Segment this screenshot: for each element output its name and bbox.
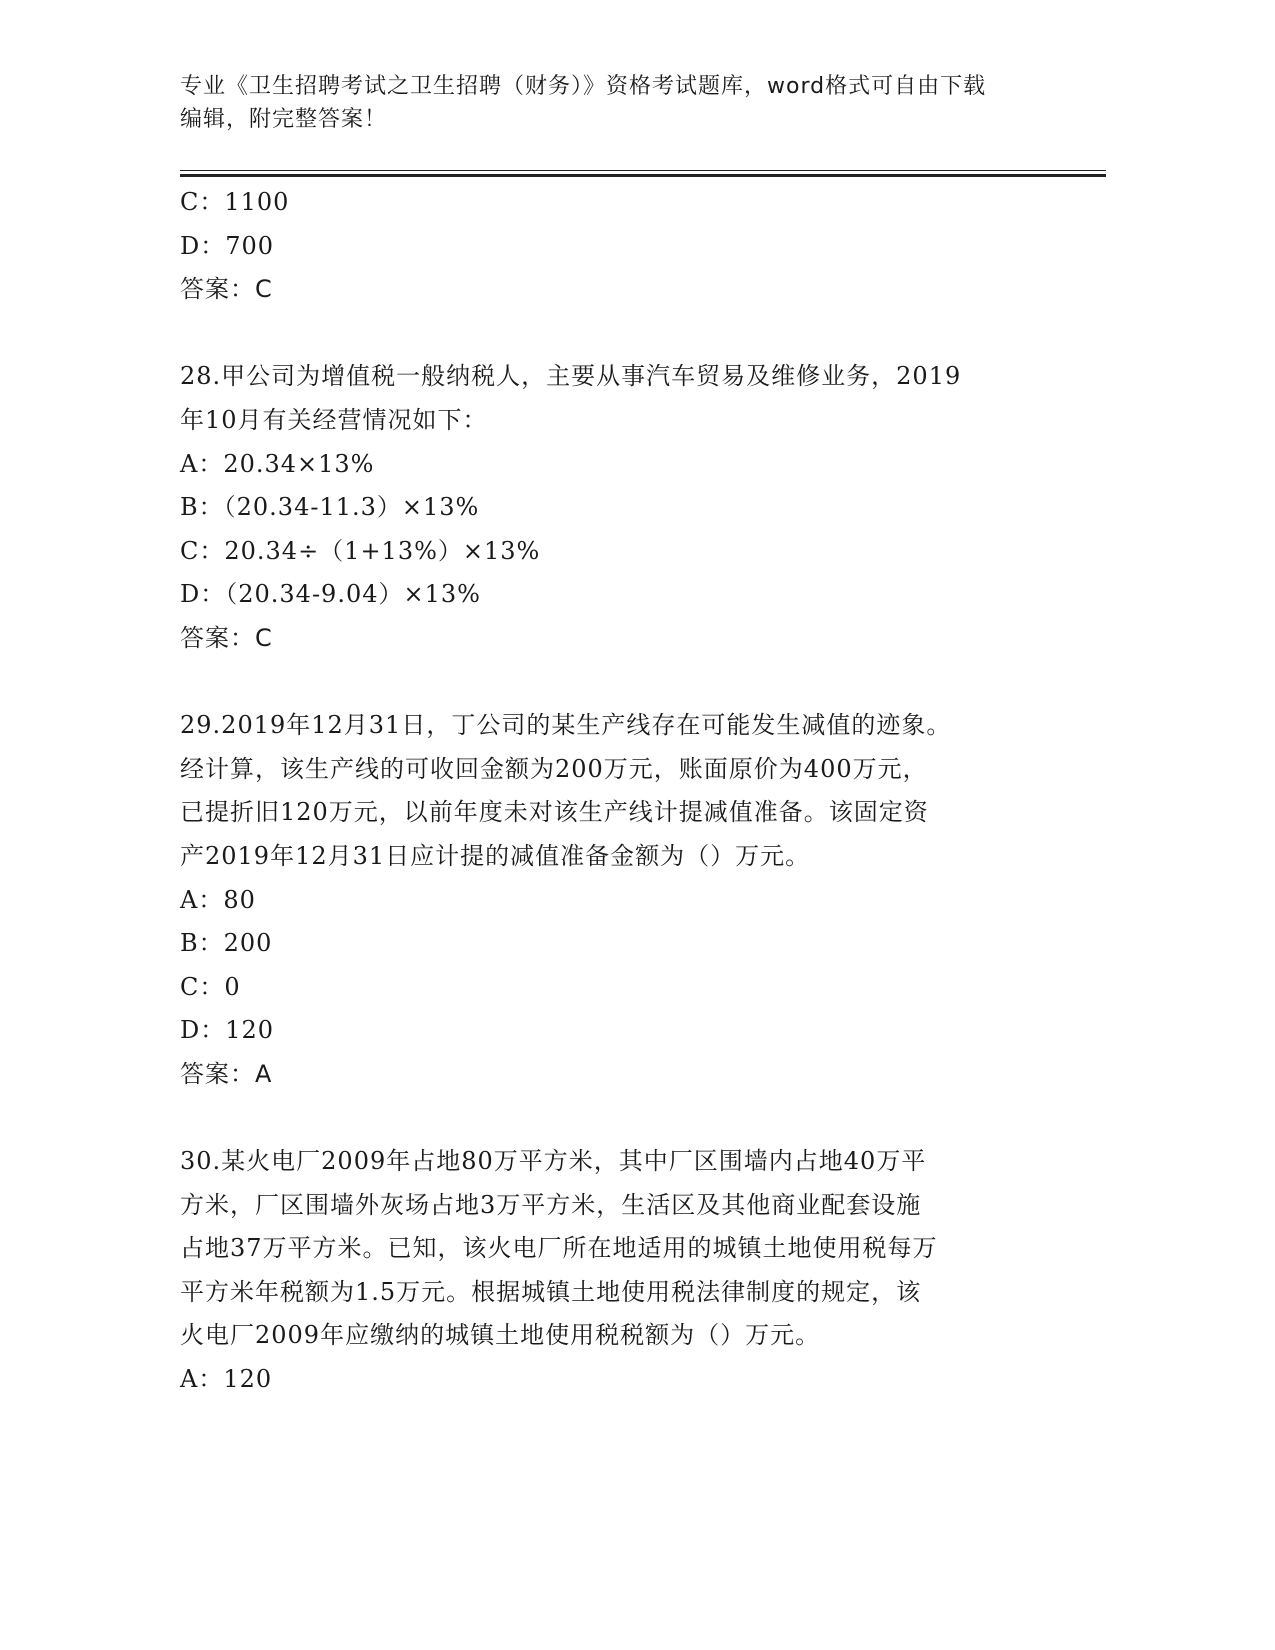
page-header bbox=[180, 70, 1040, 136]
q30-text-line-5: 火电厂2009年应缴纳的城镇土地使用税税额为（）万元。 bbox=[180, 1321, 821, 1350]
prev-option-d: D：700 bbox=[180, 231, 275, 260]
q29-option-d: D：120 bbox=[180, 1016, 275, 1045]
q28-text-line-1: 28.甲公司为增值税一般纳税人，主要从事汽车贸易及维修业务，2019 bbox=[180, 362, 962, 391]
spacer bbox=[180, 661, 1040, 705]
q28-option-b: B：（20.34-11.3）×13% bbox=[180, 493, 480, 522]
spacer bbox=[180, 1096, 1040, 1140]
prev-option-c: C：1100 bbox=[180, 188, 290, 216]
header-divider-thick bbox=[180, 174, 1106, 177]
q28-text-line-2: 年10月有关经营情况如下： bbox=[180, 405, 488, 434]
q29-text-line-4: 产2019年12月31日应计提的减值准备金额为（）万元。 bbox=[180, 841, 811, 870]
q29-option-c: C：0 bbox=[180, 972, 241, 1001]
header-divider-thin bbox=[180, 170, 1106, 171]
q28-option-c: C：20.34÷（1+13%）×13% bbox=[180, 536, 541, 565]
header-title-line-2: 编辑，附完整答案！ bbox=[180, 107, 388, 132]
q29-option-b: B：200 bbox=[180, 929, 273, 958]
question-content bbox=[180, 181, 1040, 1402]
spacer bbox=[180, 312, 1040, 356]
q29-text-line-2: 经计算，该生产线的可收回金额为200万元，账面原价为400万元， bbox=[180, 754, 928, 783]
q30-text-line-1: 30.某火电厂2009年占地80万平方米，其中厂区围墙内占地40万平 bbox=[180, 1147, 927, 1176]
q28-answer: 答案：C bbox=[180, 623, 273, 652]
q29-text-line-3: 已提折旧120万元，以前年度未对该生产线计提减值准备。该固定资 bbox=[180, 798, 929, 827]
prev-answer: 答案：C bbox=[180, 275, 273, 304]
header-title-line-1: 专业《卫生招聘考试之卫生招聘（财务）》资格考试题库，word格式可自由下载 bbox=[180, 74, 987, 99]
q30-option-a: A：120 bbox=[180, 1365, 273, 1394]
q30-text-line-4: 平方米年税额为1.5万元。根据城镇土地使用税法律制度的规定，该 bbox=[180, 1277, 922, 1306]
q29-answer: 答案：A bbox=[180, 1059, 273, 1088]
q28-option-d: D：（20.34-9.04）×13% bbox=[180, 580, 481, 609]
q30-text-line-3: 占地37万平方米。已知，该火电厂所在地适用的城镇土地使用税每万 bbox=[180, 1234, 938, 1263]
q29-option-a: A：80 bbox=[180, 885, 256, 914]
q29-text-line-1: 29.2019年12月31日，丁公司的某生产线存在可能发生减值的迹象。 bbox=[180, 711, 952, 740]
q30-text-line-2: 方米，厂区围墙外灰场占地3万平方米，生活区及其他商业配套设施 bbox=[180, 1190, 922, 1219]
q28-option-a: A：20.34×13% bbox=[180, 449, 375, 478]
